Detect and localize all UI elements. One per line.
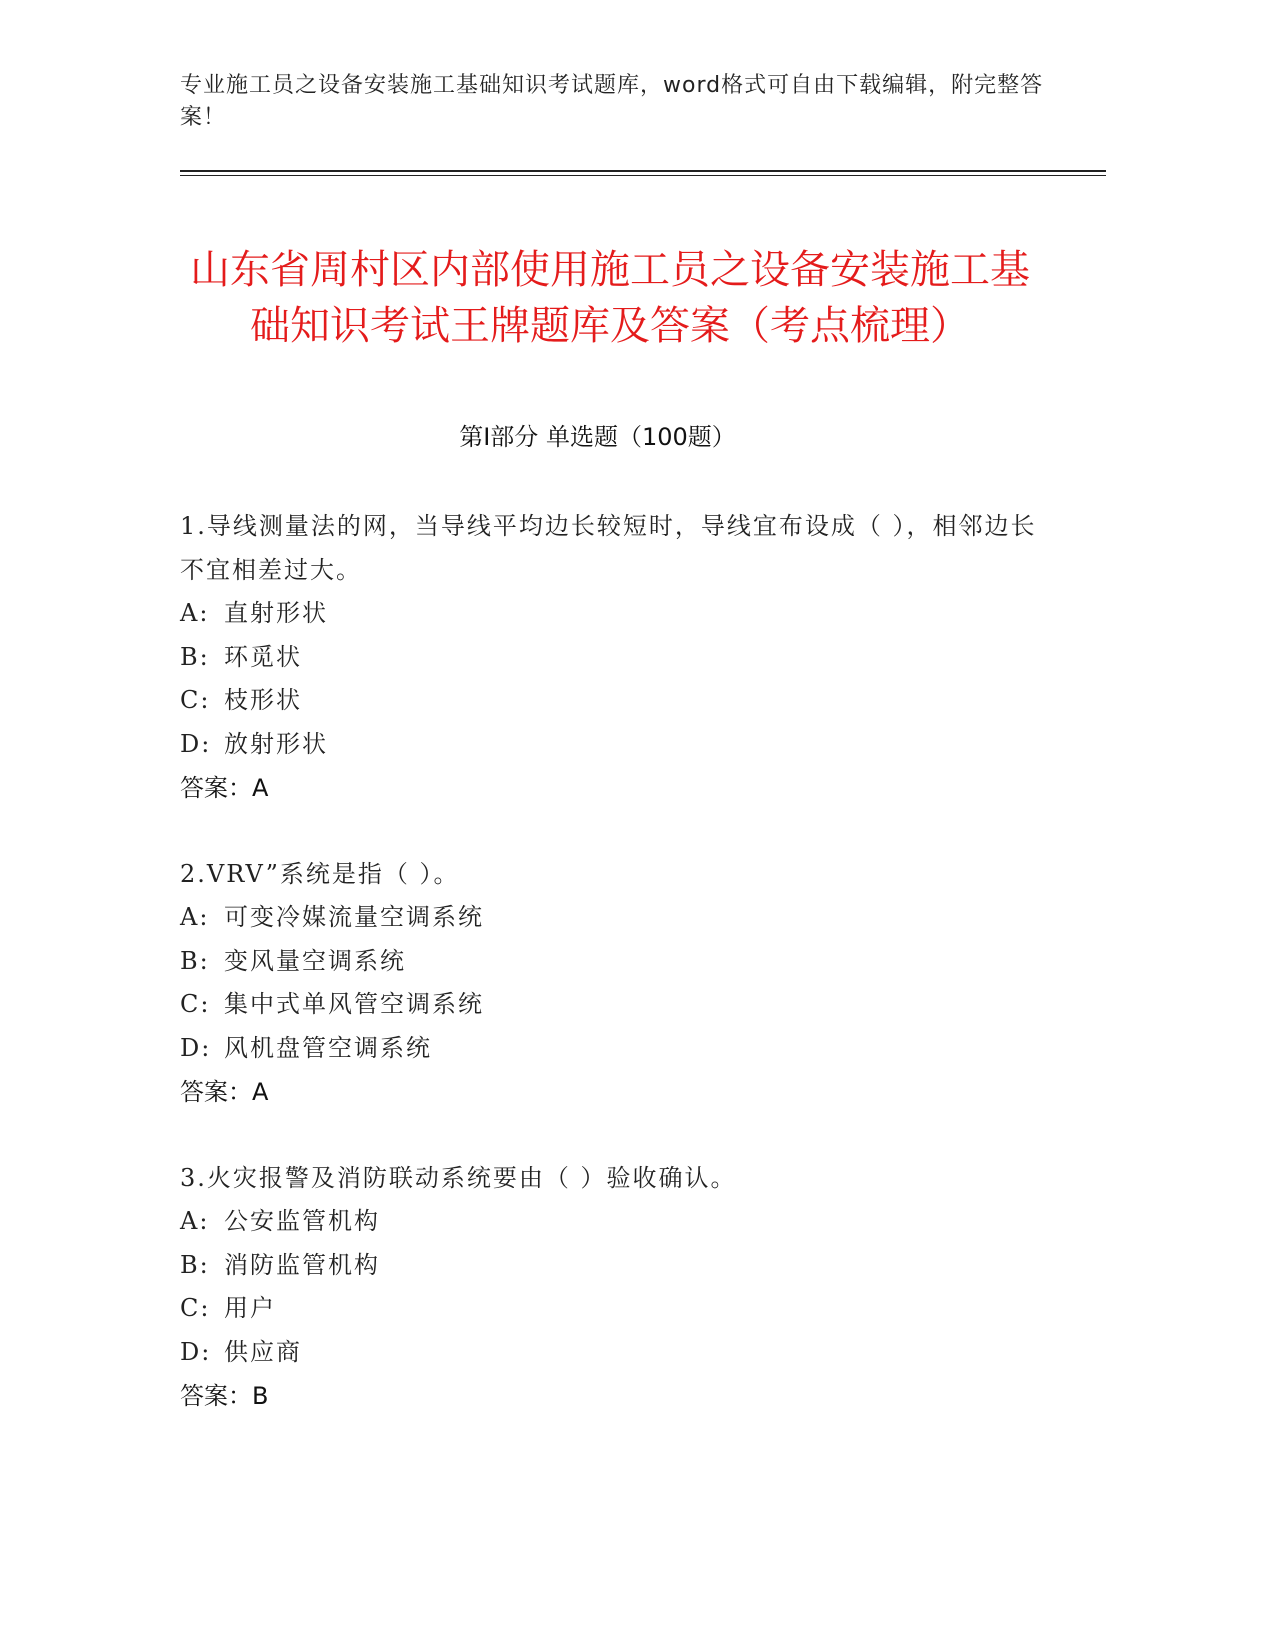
answer: 答案：A	[180, 774, 269, 802]
answer: 答案：B	[180, 1382, 269, 1410]
option-b	[180, 1244, 1040, 1288]
option-c	[180, 1287, 1040, 1331]
option-d	[180, 723, 1040, 767]
question-stem: 2.VRV”系统是指（ ）。	[180, 860, 460, 888]
question-stem: 1.导线测量法的网，当导线平均边长较短时，导线宜布设成（ ），相邻边长不宜相差过大。	[180, 512, 1037, 584]
option-text: 风机盘管空调系统	[224, 1033, 432, 1062]
option-d	[180, 1331, 1040, 1375]
document-title: 山东省周村区内部使用施工员之设备安装施工基础知识考试王牌题库及答案（考点梳理）	[190, 246, 1030, 349]
option-a	[180, 1200, 1040, 1244]
option-key: A:	[180, 599, 210, 627]
option-text: 变风量空调系统	[224, 946, 406, 975]
section-title: 第Ⅰ部分 单选题（100题）	[459, 423, 736, 451]
option-text: 供应商	[224, 1337, 302, 1366]
option-key: A:	[180, 1207, 210, 1235]
option-key: C:	[180, 990, 211, 1018]
option-text: 集中式单风管空调系统	[224, 990, 484, 1018]
option-c	[180, 983, 1040, 1027]
option-d	[180, 1027, 1040, 1071]
option-text: 用户	[224, 1294, 276, 1322]
question-2	[180, 852, 1040, 1114]
option-key: D:	[180, 1033, 212, 1062]
option-text: 公安监管机构	[224, 1207, 380, 1235]
option-key: C:	[180, 1294, 211, 1322]
option-text: 直射形状	[224, 599, 328, 627]
option-a	[180, 896, 1040, 940]
question-1	[180, 504, 1040, 810]
answer: 答案：A	[180, 1078, 269, 1106]
option-key: B:	[180, 642, 210, 671]
option-key: B:	[180, 1250, 210, 1279]
option-text: 环觅状	[224, 642, 302, 671]
option-key: C:	[180, 686, 211, 714]
option-key: B:	[180, 946, 210, 975]
option-text: 放射形状	[224, 729, 328, 758]
option-text: 消防监管机构	[224, 1250, 380, 1279]
header-divider-thin	[180, 175, 1106, 176]
option-key: D:	[180, 1337, 212, 1366]
option-key: A:	[180, 903, 210, 931]
question-3	[180, 1156, 1040, 1418]
option-text: 可变冷媒流量空调系统	[224, 903, 484, 931]
header-note: 专业施工员之设备安装施工基础知识考试题库，word格式可自由下载编辑，附完整答案！	[180, 73, 1044, 130]
option-b	[180, 636, 1040, 680]
question-stem: 3.火灾报警及消防联动系统要由（ ）验收确认。	[180, 1164, 737, 1192]
header-divider-thick	[180, 170, 1106, 172]
option-a	[180, 592, 1040, 636]
option-c	[180, 679, 1040, 723]
option-b	[180, 940, 1040, 984]
option-text: 枝形状	[224, 686, 302, 714]
option-key: D:	[180, 729, 212, 758]
